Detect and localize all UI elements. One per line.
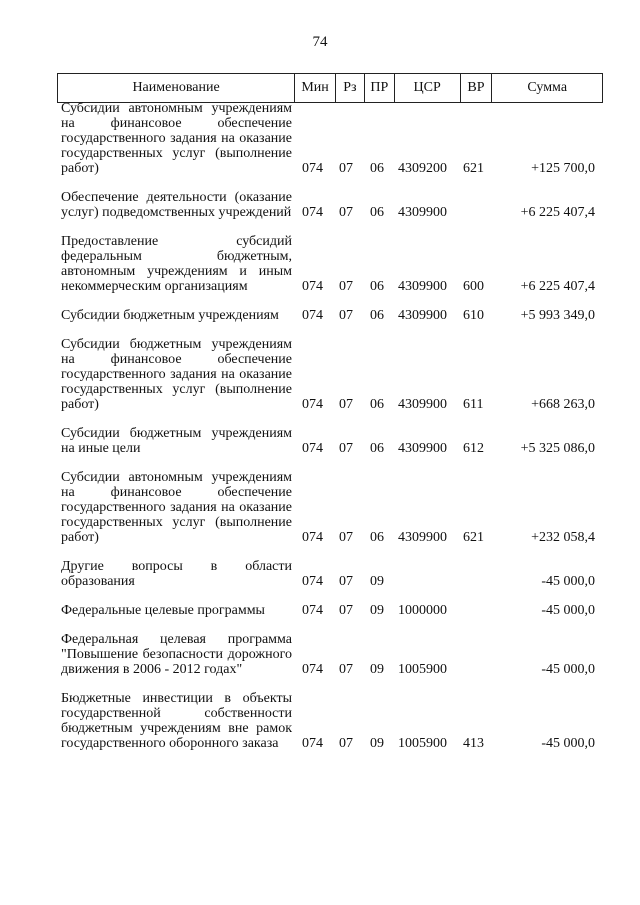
row-csr: 4309900 bbox=[398, 205, 447, 220]
page-number: 74 bbox=[312, 34, 328, 50]
row-rz: 07 bbox=[339, 441, 353, 456]
header-min: Мин bbox=[294, 74, 335, 102]
row-sum: +125 700,0 bbox=[531, 161, 595, 176]
row-sum: +668 263,0 bbox=[531, 397, 595, 412]
row-name: Другие вопросы в области образования bbox=[61, 559, 292, 589]
row-sum: +5 993 349,0 bbox=[520, 308, 595, 323]
table-header bbox=[57, 73, 603, 103]
row-pr: 06 bbox=[370, 397, 384, 412]
row-rz: 07 bbox=[339, 161, 353, 176]
row-min: 074 bbox=[302, 736, 323, 751]
row-csr: 1005900 bbox=[398, 662, 447, 677]
row-rz: 07 bbox=[339, 603, 353, 618]
row-pr: 06 bbox=[370, 308, 384, 323]
row-min: 074 bbox=[302, 161, 323, 176]
header-csr: ЦСР bbox=[394, 74, 460, 102]
table-row bbox=[57, 632, 603, 677]
budget-table bbox=[57, 73, 603, 765]
row-name: Бюджетные инвестиции в объекты государственной собственности бюджетным учреждениям вне рамок государственного оборонного заказа bbox=[61, 691, 292, 751]
row-pr: 06 bbox=[370, 205, 384, 220]
row-pr: 06 bbox=[370, 161, 384, 176]
row-csr: 4309900 bbox=[398, 530, 447, 545]
row-vr: 610 bbox=[463, 308, 484, 323]
row-min: 074 bbox=[302, 397, 323, 412]
table-row bbox=[57, 603, 603, 618]
row-rz: 07 bbox=[339, 530, 353, 545]
header-name: Наименование bbox=[132, 80, 220, 95]
row-min: 074 bbox=[302, 279, 323, 294]
row-rz: 07 bbox=[339, 574, 353, 589]
row-rz: 07 bbox=[339, 662, 353, 677]
row-pr: 06 bbox=[370, 279, 384, 294]
row-rz: 07 bbox=[339, 397, 353, 412]
row-sum: +232 058,4 bbox=[531, 530, 595, 545]
row-min: 074 bbox=[302, 603, 323, 618]
table-row bbox=[57, 426, 603, 456]
row-min: 074 bbox=[302, 574, 323, 589]
row-sum: -45 000,0 bbox=[541, 736, 595, 751]
row-name: Субсидии автономным учреждениям на финансовое обеспечение государственного задания на оказание государственных услуг (выполнение работ) bbox=[61, 101, 292, 176]
row-csr: 1000000 bbox=[398, 603, 447, 618]
row-csr: 4309200 bbox=[398, 161, 447, 176]
header-rz: Рз bbox=[335, 74, 364, 102]
row-sum: +5 325 086,0 bbox=[520, 441, 595, 456]
row-min: 074 bbox=[302, 662, 323, 677]
row-sum: -45 000,0 bbox=[541, 603, 595, 618]
row-rz: 07 bbox=[339, 308, 353, 323]
table-body bbox=[57, 101, 603, 751]
table-row bbox=[57, 337, 603, 412]
row-name: Субсидии бюджетным учреждениям на иные цели bbox=[61, 426, 292, 456]
table-row bbox=[57, 308, 603, 323]
row-pr: 09 bbox=[370, 662, 384, 677]
row-csr: 1005900 bbox=[398, 736, 447, 751]
row-vr: 611 bbox=[463, 397, 484, 412]
table-row bbox=[57, 691, 603, 751]
header-pr: ПР bbox=[364, 74, 394, 102]
row-pr: 09 bbox=[370, 736, 384, 751]
row-pr: 06 bbox=[370, 530, 384, 545]
row-name: Субсидии автономным учреждениям на финансовое обеспечение государственного задания на оказание государственных услуг (выполнение работ) bbox=[61, 470, 292, 545]
header-vr: ВР bbox=[460, 74, 492, 102]
row-csr: 4309900 bbox=[398, 397, 447, 412]
row-name: Обеспечение деятельности (оказание услуг) подведомственных учреждений bbox=[61, 190, 292, 220]
row-min: 074 bbox=[302, 308, 323, 323]
row-name: Федеральная целевая программа "Повышение безопасности дорожного движения в 2006 - 2012 годах" bbox=[61, 632, 292, 677]
table-row bbox=[57, 470, 603, 545]
row-name: Федеральные целевые программы bbox=[61, 603, 265, 618]
row-vr: 413 bbox=[463, 736, 484, 751]
row-csr: 4309900 bbox=[398, 441, 447, 456]
row-vr: 600 bbox=[463, 279, 484, 294]
row-min: 074 bbox=[302, 530, 323, 545]
row-sum: -45 000,0 bbox=[541, 662, 595, 677]
row-sum: +6 225 407,4 bbox=[520, 279, 595, 294]
table-row bbox=[57, 234, 603, 294]
table-row bbox=[57, 101, 603, 176]
table-row bbox=[57, 559, 603, 589]
row-rz: 07 bbox=[339, 279, 353, 294]
row-vr: 621 bbox=[463, 161, 484, 176]
row-pr: 09 bbox=[370, 603, 384, 618]
row-name: Субсидии бюджетным учреждениям на финансовое обеспечение государственного задания на оказание государственных услуг (выполнение работ) bbox=[61, 337, 292, 412]
row-name: Субсидии бюджетным учреждениям bbox=[61, 308, 279, 323]
row-vr: 612 bbox=[463, 441, 484, 456]
row-csr: 4309900 bbox=[398, 279, 447, 294]
row-sum: -45 000,0 bbox=[541, 574, 595, 589]
row-name: Предоставление субсидий федеральным бюджетным, автономным учреждениям и иным некоммерческим организациям bbox=[61, 234, 292, 294]
table-row bbox=[57, 190, 603, 220]
row-sum: +6 225 407,4 bbox=[520, 205, 595, 220]
row-rz: 07 bbox=[339, 736, 353, 751]
row-rz: 07 bbox=[339, 205, 353, 220]
row-pr: 06 bbox=[370, 441, 384, 456]
row-vr: 621 bbox=[463, 530, 484, 545]
row-min: 074 bbox=[302, 205, 323, 220]
row-pr: 09 bbox=[370, 574, 384, 589]
header-sum: Сумма bbox=[491, 74, 602, 102]
row-min: 074 bbox=[302, 441, 323, 456]
row-csr: 4309900 bbox=[398, 308, 447, 323]
